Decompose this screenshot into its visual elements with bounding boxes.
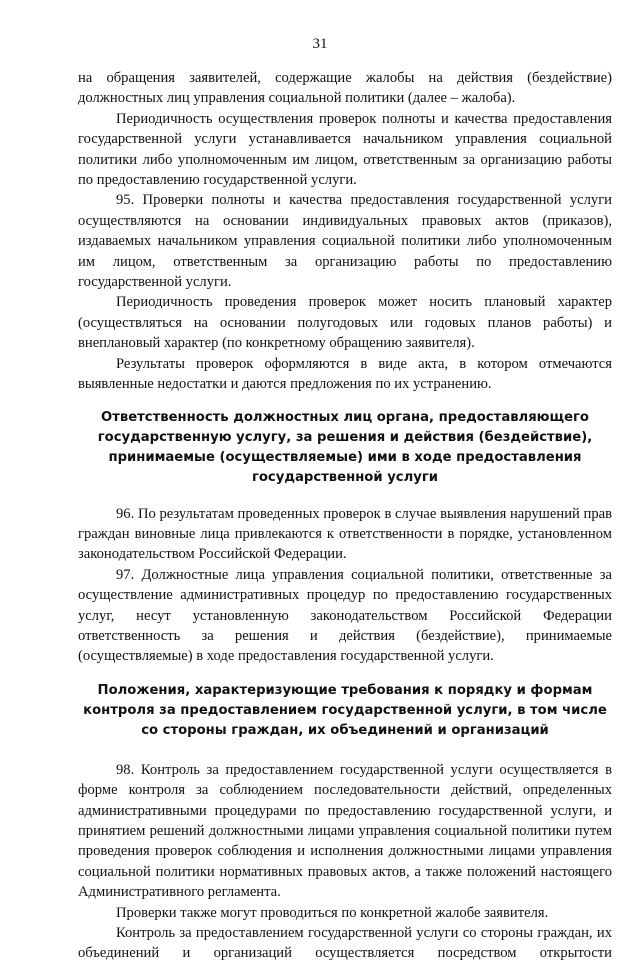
paragraph-continuation: на обращения заявителей, содержащие жалобы на действия (бездействие) должностных лиц управления социальной политики (далее – жалоба).	[78, 70, 612, 107]
paragraph-public-control: Контроль за предоставлением государственной услуги со стороны граждан, их объединений и организаций осуществляется посредством открытости	[78, 925, 612, 962]
paragraph-97: 97. Должностные лица управления социальной политики, ответственные за осуществление административных процедур по предоставлению государственных услуг, несут установленную законодательством Российской Федерации ответственность за решения и действия (бездействие), принимаемые (осуществляемые) в ходе предоставления государственной услуги.	[78, 566, 612, 665]
paragraph-inspection-type: Периодичность проведения проверок может носить плановый характер (осуществляться на основании полугодовых или годовых планов работы) и внеплановый характер (по конкретному обращению заявителя).	[78, 294, 612, 352]
page-number: 31	[312, 36, 328, 52]
paragraph-98: 98. Контроль за предоставлением государственной услуги осуществляется в форме контроля за соблюдением последовательности действий, определенных административными процедурами по предоставлению государственной услуги, и принятием решений должностными лицами управления социальной политики путем проведения проверок соблюдения и исполнения должностными лицами управления социальной политики нормативных правовых актов, а также положений настоящего Административного регламента.	[78, 761, 612, 901]
paragraph-inspection-results: Результаты проверок оформляются в виде акта, в котором отмечаются выявленные недостатки и даются предложения по их устранению.	[78, 355, 612, 393]
paragraph-95: 95. Проверки полноты и качества предоставления государственной услуги осуществляются на основании индивидуальных правовых актов (приказов), издаваемых начальником управления социальной политики либо уполномоченным им лицом, ответственным за организацию работы по предоставлению государственной услуги.	[78, 192, 612, 291]
section-heading-control-requirements: Положения, характеризующие требования к порядку и формам контроля за предоставлением государственной услуги, в том числе со стороны граждан, их объединений и организаций	[83, 682, 607, 738]
section-heading-responsibility: Ответственность должностных лиц органа, предоставляющего государственную услугу, за решения и действия (бездействие), принимаемые (осуществляемые) ими в ходе предоставления государственной услуги	[97, 409, 593, 485]
paragraph-inspection-frequency: Периодичность осуществления проверок полноты и качества предоставления государственной услуги устанавливается начальником управления социальной политики либо уполномоченным им лицом, ответственным за организацию работы по предоставлению государственной услуги.	[78, 110, 612, 189]
document-body	[78, 68, 612, 964]
paragraph-complaint-inspections: Проверки также могут проводиться по конкретной жалобе заявителя.	[116, 904, 549, 921]
paragraph-96: 96. По результатам проведенных проверок в случае выявления нарушений прав граждан виновные лица привлекаются к ответственности в порядке, установленном законодательством Российской Федерации.	[78, 505, 612, 563]
